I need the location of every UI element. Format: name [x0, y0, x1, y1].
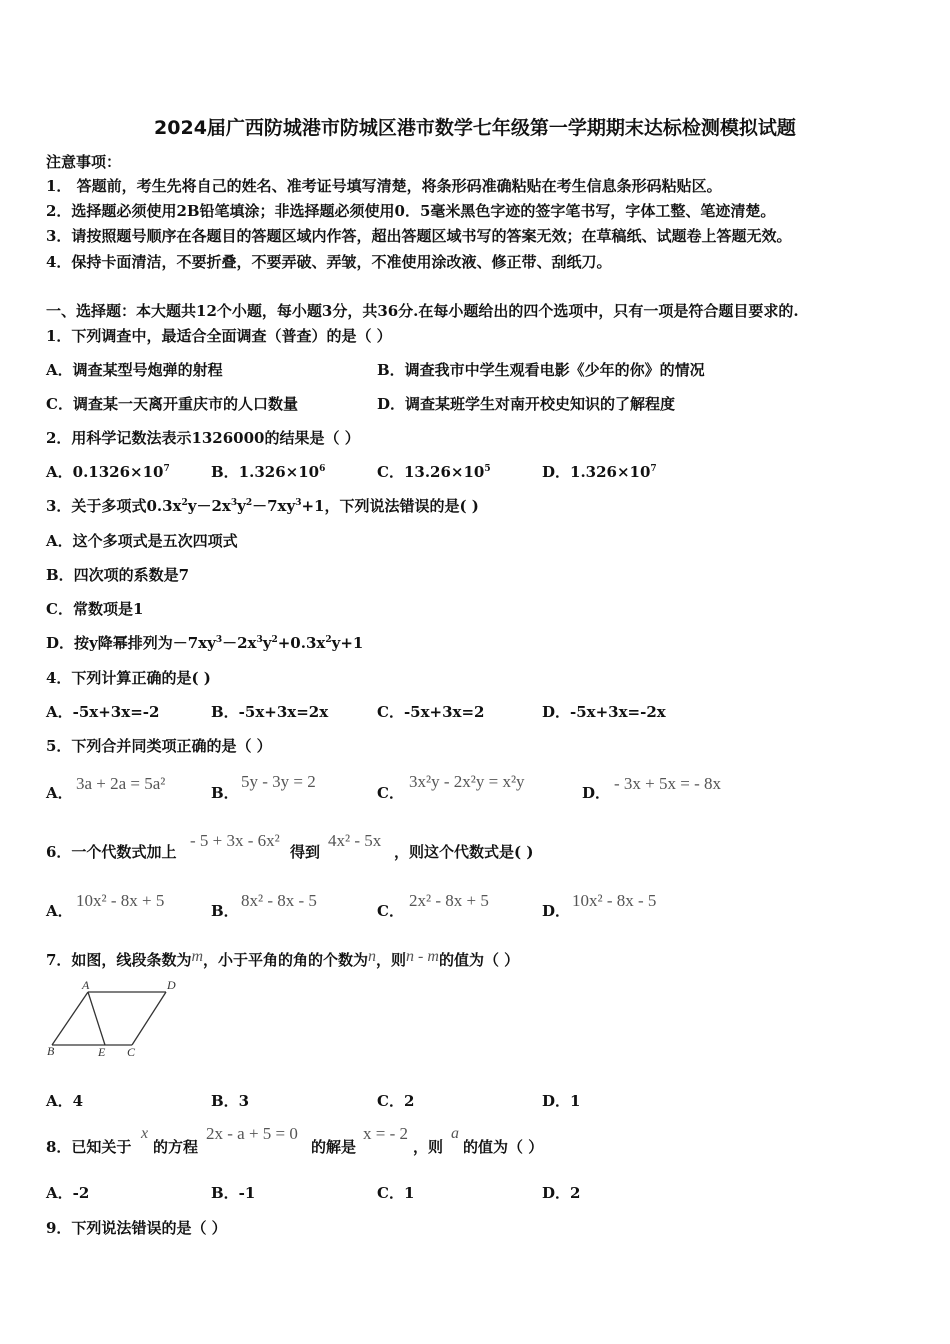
q6-option-b-label: B． [211, 902, 239, 920]
q8-option-d: D．2 [542, 1184, 581, 1202]
parallelogram-figure [40, 975, 190, 1060]
q8-var-a: a [451, 1125, 459, 1142]
q6-option-d-label: D． [542, 902, 571, 920]
q8-option-a: A．-2 [46, 1184, 90, 1202]
q8-equation: 2x - a + 5 = 0 [206, 1124, 298, 1143]
question-8-stem-mid2: 的解是 [311, 1138, 357, 1156]
page-title: 2024届广西防城港市防城区港市数学七年级第一学期期末达标检测模拟试题 [154, 117, 796, 139]
q1-option-c: C．调查某一天离开重庆市的人口数量 [46, 395, 298, 413]
point-label-d: D [167, 978, 176, 992]
q5-option-b-label: B． [211, 784, 239, 802]
q5-option-a-expr: 3a + 2a = 5a² [76, 774, 166, 793]
q6-option-d-expr: 10x² - 8x - 5 [572, 891, 657, 910]
q6-expr-1: - 5 + 3x - 6x² [190, 831, 280, 850]
q4-option-a: A．-5x+3x=-2 [46, 703, 160, 721]
q7-option-d: D．1 [542, 1092, 581, 1110]
q8-option-c: C．1 [377, 1184, 415, 1202]
q4-option-d: D．-5x+3x=-2x [542, 703, 666, 721]
note-item: 2．选择题必须使用2B铅笔填涂；非选择题必须使用0．5毫米黑色字迹的签字笔书写，字体工整、笔迹清楚。 [46, 202, 776, 220]
q4-option-c: C．-5x+3x=2 [377, 703, 485, 721]
notes-heading: 注意事项： [46, 153, 122, 171]
q1-option-d: D．调查某班学生对南开校史知识的了解程度 [377, 395, 676, 413]
q6-option-b-expr: 8x² - 8x - 5 [241, 891, 317, 910]
q5-option-b-expr: 5y - 3y = 2 [241, 772, 316, 791]
q7-option-c: C．2 [377, 1092, 415, 1110]
point-label-b: B [47, 1044, 55, 1058]
q5-option-c-label: C． [377, 784, 404, 802]
question-8-stem-end: 的值为（ ） [463, 1138, 544, 1156]
point-label-c: C [127, 1045, 136, 1059]
q6-option-c-expr: 2x² - 8x + 5 [409, 891, 489, 910]
note-item: 4．保持卡面清洁，不要折叠，不要弄破、弄皱，不准使用涂改液、修正带、刮纸刀。 [46, 253, 612, 271]
question-8-stem-mid: 的方程 [153, 1138, 199, 1156]
note-item: 3．请按照题号顺序在各题目的答题区域内作答，超出答题区域书写的答案无效；在草稿纸、试题卷上答题无效。 [46, 227, 792, 245]
q2-option-a: A．$0.1326\times 10^7$ [46, 463, 170, 481]
q6-option-a-label: A． [46, 902, 73, 920]
q8-option-b: B．-1 [211, 1184, 256, 1202]
q6-option-c-label: C． [377, 902, 404, 920]
point-label-e: E [98, 1045, 106, 1059]
q2-option-b: B．$1.326\times 10^6$ [211, 463, 326, 481]
question-5-stem: 5．下列合并同类项正确的是（ ） [46, 737, 272, 755]
q2-option-d: D．$1.326\times 10^7$ [542, 463, 657, 481]
question-7-stem: 7．如图，线段条数为m，小于平角的角的个数为n，则n - m的值为（ ） [46, 948, 520, 969]
q2-option-c: C．$13.26\times 10^5$ [377, 463, 491, 481]
q1-option-b: B．调查我市中学生观看电影《少年的你》的情况 [377, 361, 705, 379]
q6-option-a-expr: 10x² - 8x + 5 [76, 891, 165, 910]
question-6-stem-pre: 6．一个代数式加上 [46, 843, 177, 861]
q7-option-a: A．4 [46, 1092, 84, 1110]
question-9-stem: 9．下列说法错误的是（ ） [46, 1219, 227, 1237]
question-8-stem-pre: 8．已知关于 [46, 1138, 132, 1156]
q1-option-a: A．调查某型号炮弹的射程 [46, 361, 223, 379]
section-heading: 一、选择题：本大题共12个小题，每小题3分，共36分.在每小题给出的四个选项中，只有一项是符合题目要求的. [46, 302, 799, 320]
question-6-stem-end: ，则这个代数式是( ) [394, 843, 534, 861]
q7-option-b: B．3 [211, 1092, 250, 1110]
q5-option-c-expr: 3x²y - 2x²y = x²y [409, 772, 525, 791]
question-1-stem: 1．下列调查中，最适合全面调查（普查）的是（ ） [46, 327, 392, 345]
q5-option-d-expr: - 3x + 5x = - 8x [614, 774, 721, 793]
note-item: 1． 答题前，考生先将自己的姓名、准考证号填写清楚，将条形码准确粘贴在考生信息条形码粘贴区。 [46, 177, 722, 195]
q4-option-b: B．-5x+3x=2x [211, 703, 329, 721]
q5-option-a-label: A． [46, 784, 73, 802]
q3-option-c: C．常数项是1 [46, 600, 144, 618]
question-3-stem: 3．关于多项式$0.3x^2y-2x^3y^2-7xy^3+1$，下列说法错误的是( ) [46, 497, 479, 515]
point-label-a: A [82, 978, 90, 992]
q3-option-a: A．这个多项式是五次四项式 [46, 532, 238, 550]
q8-solution: x = - 2 [363, 1124, 408, 1143]
question-8-stem-mid3: ，则 [413, 1138, 444, 1156]
question-2-stem: 2．用科学记数法表示1326000的结果是（ ） [46, 429, 360, 447]
q3-option-b: B．四次项的系数是7 [46, 566, 190, 584]
q5-option-d-label: D． [582, 784, 611, 802]
question-4-stem: 4．下列计算正确的是( ) [46, 669, 211, 687]
question-6-stem-mid: 得到 [290, 843, 321, 861]
q3-option-d: D．按y降幂排列为$-7xy^3-2x^3y^2+0.3x^2y+1$ [46, 634, 364, 652]
q8-var-x: x [141, 1125, 149, 1142]
q6-expr-2: 4x² - 5x [328, 831, 382, 850]
